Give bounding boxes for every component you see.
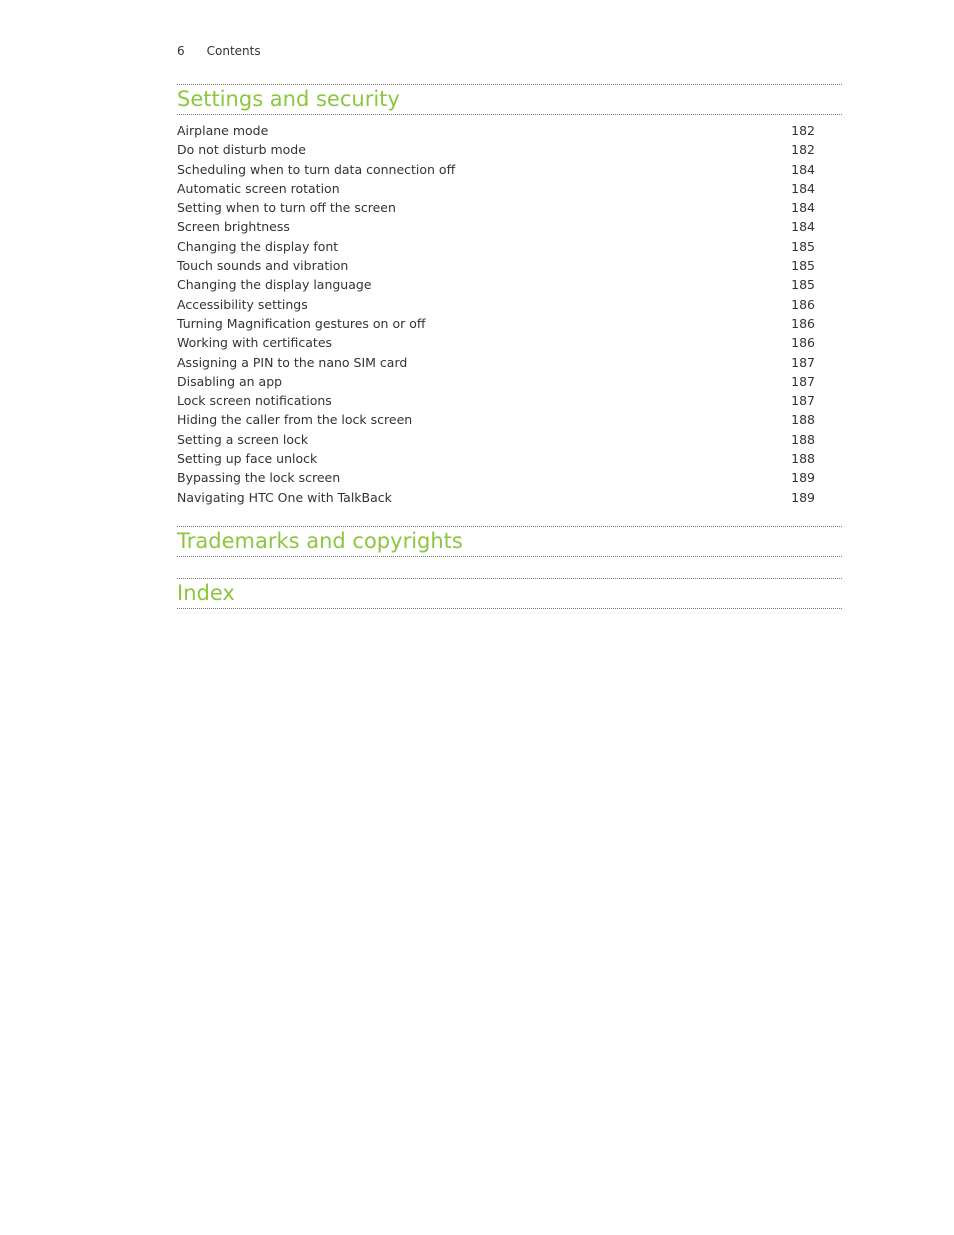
toc-entry-label: Setting when to turn off the screen xyxy=(177,200,396,216)
toc-entry-page-number: 186 xyxy=(791,335,815,351)
toc-entry-label: Setting up face unlock xyxy=(177,451,318,467)
toc-entry-page-number: 186 xyxy=(791,296,815,312)
toc-entry-page-number: 186 xyxy=(791,315,815,331)
toc-entry[interactable] xyxy=(177,430,817,449)
toc-entry-page-number: 184 xyxy=(791,180,815,196)
running-head: Contents xyxy=(206,44,261,58)
toc-entry[interactable] xyxy=(177,314,817,333)
toc-entry-label: Airplane mode xyxy=(177,123,269,138)
section-heading-index xyxy=(177,578,842,609)
toc-entry[interactable] xyxy=(177,372,817,391)
page-number: 6 xyxy=(177,44,185,58)
toc-entry[interactable] xyxy=(177,449,817,468)
toc-entry-label: Accessibility settings xyxy=(177,296,308,312)
toc-entry[interactable] xyxy=(177,179,817,198)
toc-entry[interactable] xyxy=(177,160,817,179)
toc-entry-page-number: 185 xyxy=(791,258,815,274)
toc-entry-label: Disabling an app xyxy=(177,373,283,389)
section-heading-settings-and-security xyxy=(177,84,842,115)
toc-entry-page-number: 187 xyxy=(791,354,815,370)
toc-entry-label: Working with certificates xyxy=(177,335,333,351)
toc-entry-page-number: 188 xyxy=(791,451,815,467)
toc-entry-page-number: 185 xyxy=(791,238,815,254)
toc-entry-page-number: 188 xyxy=(791,412,815,428)
toc-entry[interactable] xyxy=(177,333,817,352)
toc-entry[interactable] xyxy=(177,256,817,275)
toc-entry[interactable] xyxy=(177,488,817,507)
toc-entry[interactable] xyxy=(177,295,817,314)
toc-entry-page-number: 187 xyxy=(791,373,815,389)
toc-entry-label: Turning Magnification gestures on or off xyxy=(177,315,426,331)
toc-entry[interactable] xyxy=(177,121,817,140)
toc-entry[interactable] xyxy=(177,410,817,429)
toc-entry[interactable] xyxy=(177,468,817,487)
toc-entry-label: Do not disturb mode xyxy=(177,142,306,158)
toc-entry-label: Changing the display font xyxy=(177,238,339,254)
toc-entry[interactable] xyxy=(177,275,817,294)
toc-entry-page-number: 187 xyxy=(791,393,815,409)
toc-entry-page-number: 184 xyxy=(791,161,815,177)
toc-entry[interactable] xyxy=(177,198,817,217)
toc-entry-label: Lock screen notifications xyxy=(177,393,332,409)
toc-entry-page-number: 185 xyxy=(791,277,815,293)
toc-entry-label: Assigning a PIN to the nano SIM card xyxy=(177,354,408,370)
toc-entry-label: Screen brightness xyxy=(177,219,290,235)
toc-entry-label: Touch sounds and vibration xyxy=(177,258,349,274)
toc-entry-label: Navigating HTC One with TalkBack xyxy=(177,489,392,505)
toc-entry-label: Bypassing the lock screen xyxy=(177,470,341,486)
toc-entry-label: Hiding the caller from the lock screen xyxy=(177,412,413,428)
toc-entry[interactable] xyxy=(177,217,817,236)
toc-entry-list xyxy=(177,121,817,507)
toc-entry-label: Scheduling when to turn data connection off xyxy=(177,161,456,177)
toc-entry[interactable] xyxy=(177,391,817,410)
toc-entry-page-number: 182 xyxy=(791,142,815,158)
toc-entry-label: Changing the display language xyxy=(177,277,372,293)
toc-entry-label: Automatic screen rotation xyxy=(177,180,340,196)
toc-entry-page-number: 184 xyxy=(791,200,815,216)
section-heading-trademarks-and-copyrights xyxy=(177,526,842,557)
section-title[interactable]: Settings and security xyxy=(177,87,400,111)
toc-entry-label: Setting a screen lock xyxy=(177,431,309,447)
toc-entry-page-number: 184 xyxy=(791,219,815,235)
page-header xyxy=(177,44,261,58)
section-title[interactable]: Trademarks and copyrights xyxy=(177,529,463,553)
toc-entry[interactable] xyxy=(177,140,817,159)
toc-entry-page-number: 189 xyxy=(791,489,815,505)
toc-entry[interactable] xyxy=(177,353,817,372)
toc-entry-page-number: 188 xyxy=(791,431,815,447)
toc-entry-page-number: 182 xyxy=(791,123,815,138)
toc-entry-page-number: 189 xyxy=(791,470,815,486)
section-title[interactable]: Index xyxy=(177,581,235,605)
toc-entry[interactable] xyxy=(177,237,817,256)
